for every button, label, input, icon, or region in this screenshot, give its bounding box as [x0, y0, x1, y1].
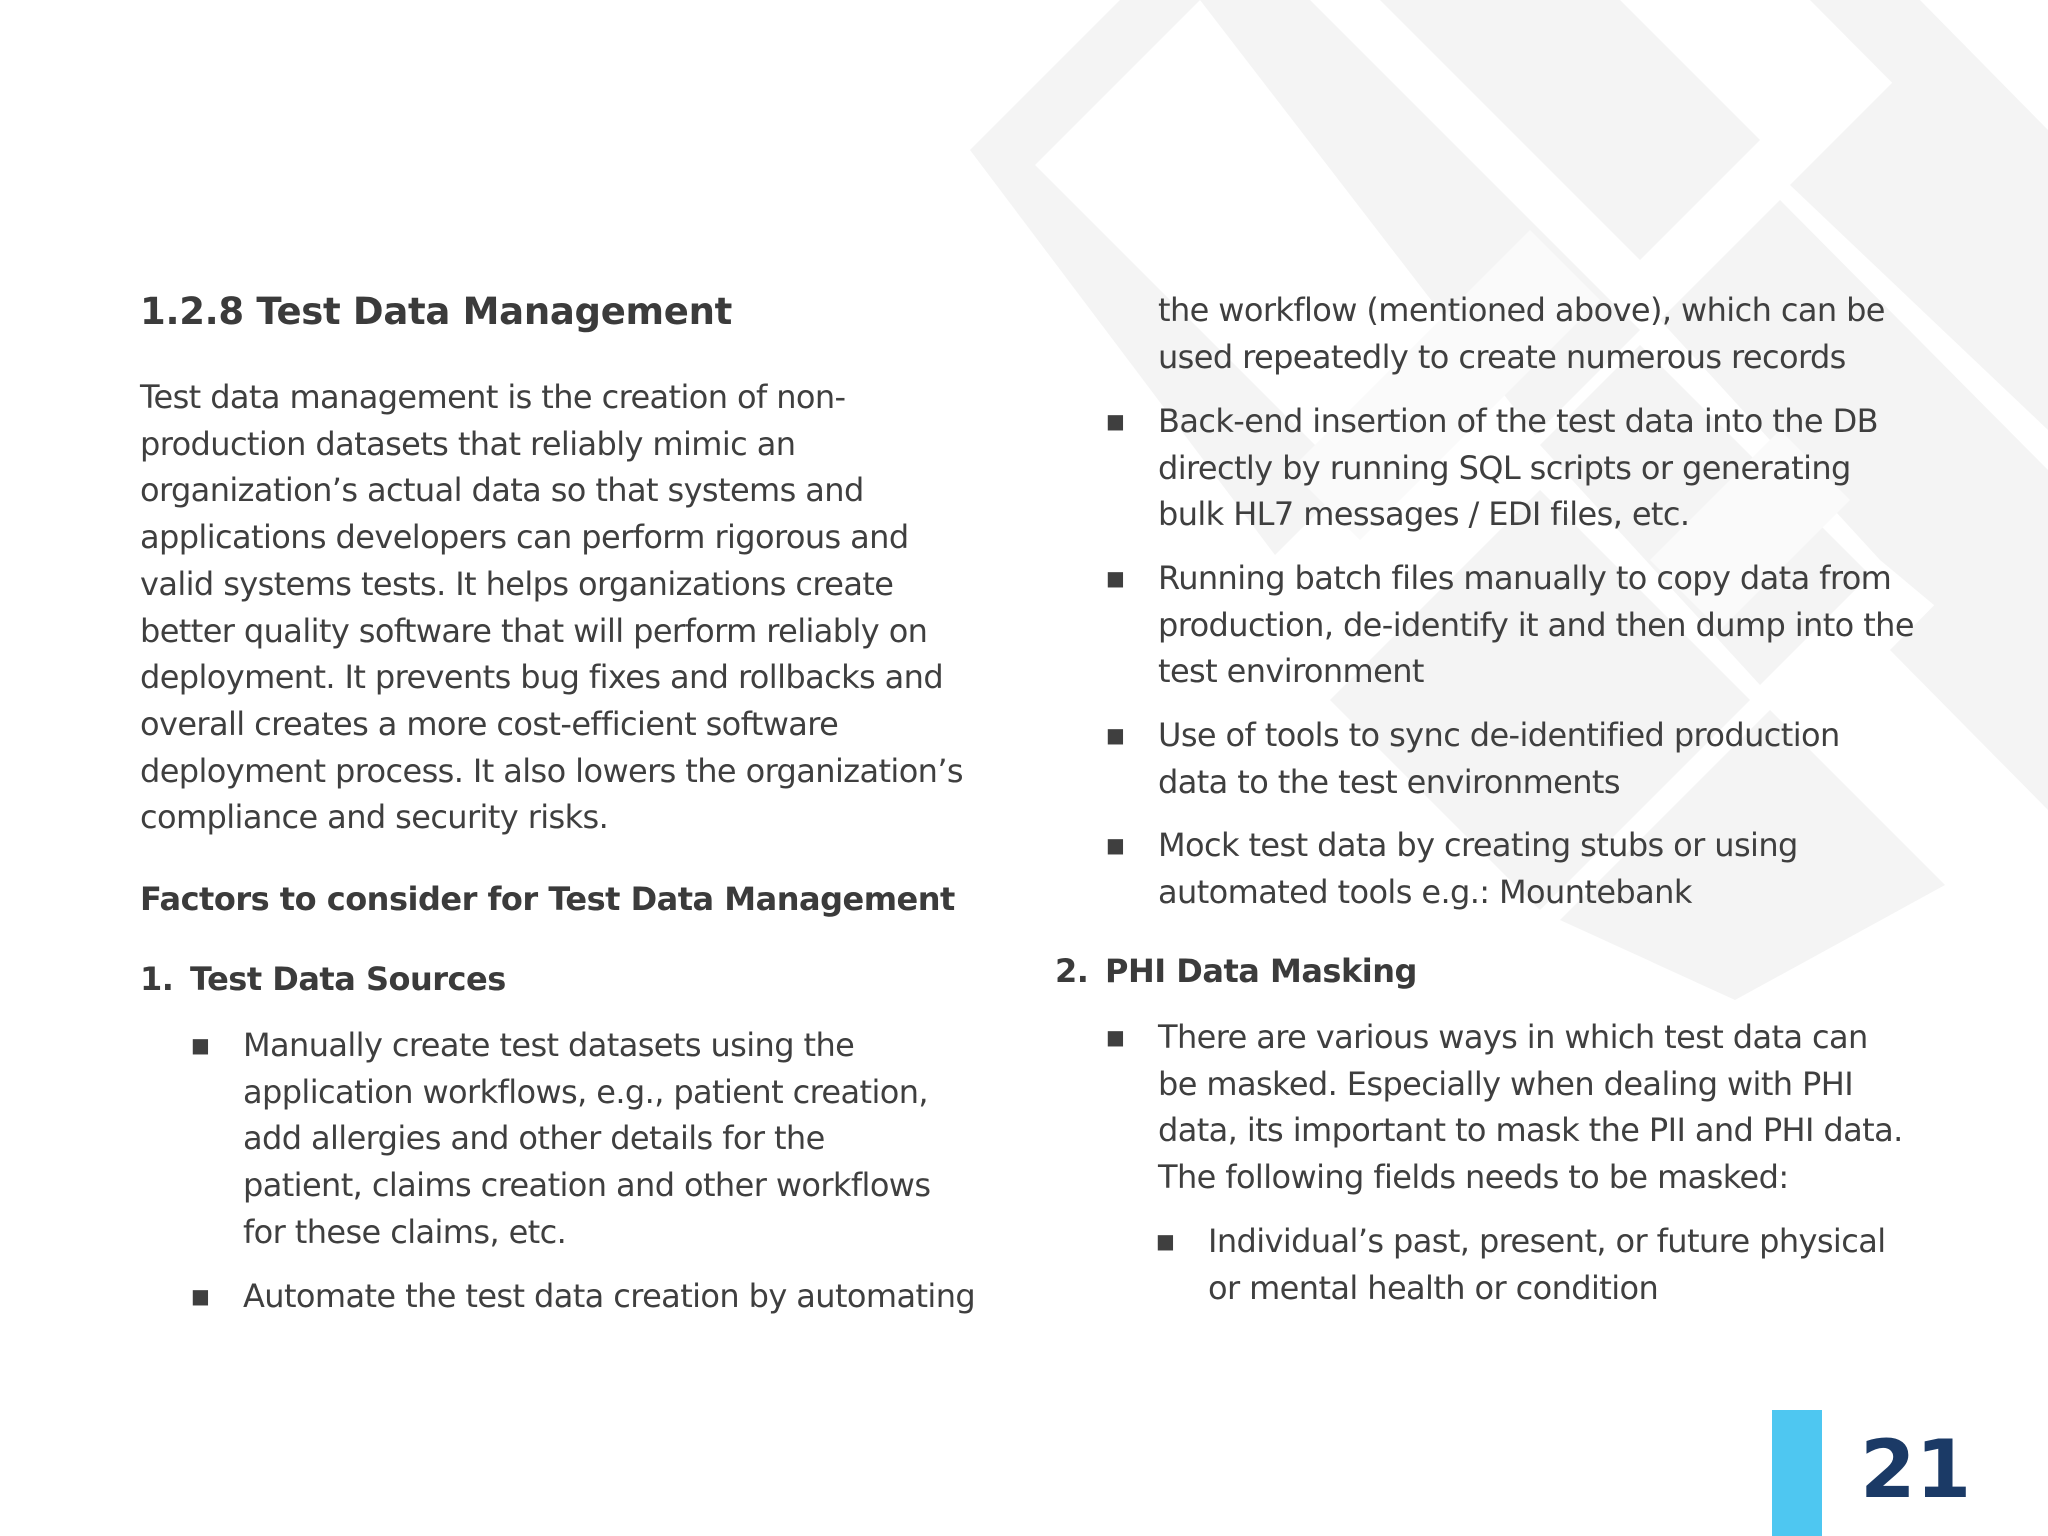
bullet-text: Manually create test datasets using the application workflows, e.g., patient creation, add allergies and other details for the patient, claims creation and other workflows for these claims, etc. [243, 1026, 931, 1251]
page-number: 21 [1860, 1423, 1972, 1516]
bullet-item [191, 1022, 943, 1256]
bullet-marker-icon: ■ [191, 1033, 210, 1057]
bullet-item [1106, 712, 1878, 805]
bullet-text: Automate the test data creation by automating [243, 1277, 976, 1315]
bullet-text: Mock test data by creating stubs or using automated tools e.g.: Mountebank [1158, 826, 1798, 911]
sub-bullet-text: Individual’s past, present, or future physical or mental health or condition [1208, 1222, 1886, 1307]
intro-paragraph: Test data management is the creation of non-production datasets that reliably mimic an organization’s actual data so that systems and applications developers can perform rigorous and valid systems tests. It helps organizations create better quality software that will perform reliably on deployment. It prevents bug fixes and rollbacks and overall creates a more cost-efficient software deployment process. It also lowers the organization’s compliance and security risks. [140, 378, 963, 837]
factors-heading: Factors to consider for Test Data Management [140, 880, 955, 918]
bullet-item [1106, 1014, 1908, 1201]
bullet-marker-icon: ■ [1106, 723, 1125, 747]
bullet-marker-icon: ■ [1106, 566, 1125, 590]
bullet-text: Running batch files manually to copy data from production, de-identify it and then dump into the test environment [1158, 559, 1914, 691]
list-title-1: Test Data Sources [190, 960, 506, 998]
bullet-marker-icon: ■ [191, 1284, 210, 1308]
bullet-marker-icon: ■ [1106, 409, 1125, 433]
bullet-text: There are various ways in which test data can be masked. Especially when dealing with PHI data, its important to mask the PII and PHI data. The following fields needs to be masked: [1158, 1018, 1903, 1197]
bullet-marker-icon: ■ [1106, 833, 1125, 857]
sub-bullet-item [1156, 1218, 1908, 1311]
section-title: 1.2.8 Test Data Management [140, 290, 733, 333]
bullet-text: Back-end insertion of the test data into the DB directly by running SQL scripts or generating bulk HL7 messages / EDI files, etc. [1158, 402, 1878, 534]
bullet-item [1106, 555, 1918, 695]
bullet-continuation-text: the workflow (mentioned above), which can be used repeatedly to create numerous records [1158, 291, 1885, 376]
bullet-marker-icon: ■ [1106, 1025, 1125, 1049]
list-item-heading-1 [140, 960, 506, 998]
list-number-2: 2. [1055, 952, 1089, 990]
bullet-item [1106, 822, 1878, 915]
bullet-item [1106, 398, 1898, 538]
page-number-accent-bar [1772, 1410, 1822, 1536]
bullet-item [191, 1273, 976, 1320]
list-title-2: PHI Data Masking [1105, 952, 1417, 990]
bullet-marker-icon: ■ [1156, 1229, 1175, 1253]
bullet-text: Use of tools to sync de-identified production data to the test environments [1158, 716, 1840, 801]
list-number-1: 1. [140, 960, 174, 998]
list-item-heading-2 [1055, 952, 1417, 990]
